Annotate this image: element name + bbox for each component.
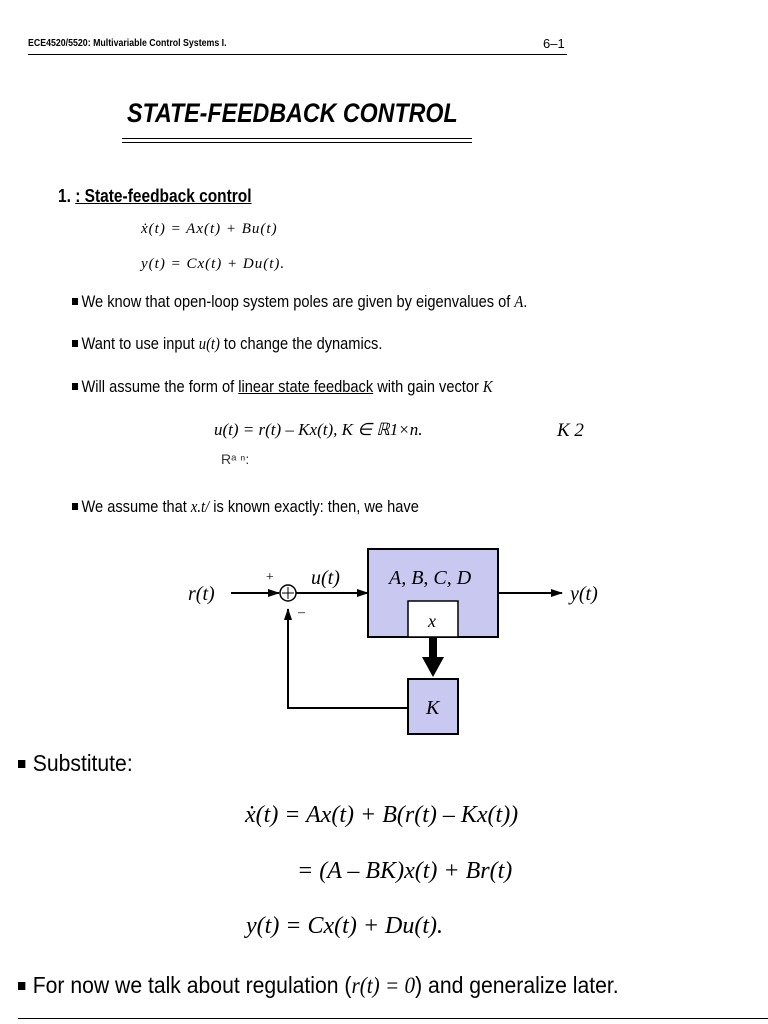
feedback-law-side: K 2 — [557, 420, 584, 441]
bullet-known-state — [72, 497, 419, 517]
bullet-text-end: to change the dynamics. — [219, 334, 383, 353]
feedback-block-diagram — [0, 530, 768, 745]
linear-state-feedback-term: linear state feedback — [238, 377, 374, 396]
feedback-law: u(t) = r(t) – Kx(t), K ∈ ℝ1×n. — [214, 420, 423, 439]
minus-sign: – — [298, 605, 305, 620]
bullet-text: Will assume the form of — [81, 377, 239, 396]
section-title: : State-feedback control — [75, 186, 252, 206]
title-underline — [122, 138, 472, 139]
bullet-text-mid: with gain vector — [373, 377, 483, 396]
state-to-gain-arrow — [422, 637, 444, 677]
bullet-text-end: is known exactly: then, we have — [209, 497, 419, 516]
math-var: u(t) — [198, 334, 220, 353]
header-divider — [28, 54, 567, 55]
bullet-marker — [72, 298, 78, 305]
bullet-text: Want to use input — [81, 334, 199, 353]
page-number: 6–1 — [543, 36, 565, 51]
feedback-law-artifact: Rᵃ ⁿ: — [221, 451, 250, 467]
state-equation: ẋ(t) = Ax(t) + Bu(t) — [141, 221, 278, 237]
regulation-condition: r(t) = 0 — [351, 973, 416, 998]
course-header: ECE4520/5520: Multivariable Control Systems I. — [28, 38, 227, 49]
bullet-marker — [72, 340, 78, 347]
bullet-text: We assume that — [81, 497, 191, 516]
bullet-regulation — [18, 972, 619, 999]
input-label: r(t) — [188, 583, 215, 605]
bullet-marker — [72, 503, 78, 510]
bullet-text-end: . — [523, 292, 528, 311]
bullet-marker — [18, 760, 25, 768]
bullet-state-feedback — [72, 377, 493, 397]
math-var: A — [514, 292, 524, 311]
bullet-marker — [72, 383, 78, 390]
output-label: y(t) — [570, 583, 598, 605]
footer-divider — [18, 1018, 768, 1019]
control-label: u(t) — [311, 567, 340, 589]
state-label: x — [428, 611, 436, 631]
bullet-open-loop-poles — [72, 292, 527, 312]
substitute-equation-3: y(t) = Cx(t) + Du(t). — [246, 913, 443, 939]
regulation-text-end: ) and generalize later. — [415, 972, 619, 998]
section-number: 1. — [58, 186, 71, 206]
title-underline-second — [122, 142, 472, 143]
bullet-substitute — [18, 750, 133, 777]
plant-label: A, B, C, D — [389, 567, 472, 589]
substitute-label: Substitute: — [32, 750, 133, 776]
page-title: STATE-FEEDBACK CONTROL — [127, 98, 458, 128]
bullet-marker — [18, 982, 25, 990]
section-heading — [58, 186, 252, 207]
substitute-equation-1: ẋ(t) = Ax(t) + B(r(t) – Kx(t)) — [245, 802, 519, 828]
bullet-use-input — [72, 334, 382, 354]
bullet-text: We know that open-loop system poles are given by eigenvalues of — [81, 292, 515, 311]
plus-sign: + — [265, 570, 275, 585]
output-equation: y(t) = Cx(t) + Du(t). — [141, 256, 286, 272]
substitute-equation-2: = (A – BK)x(t) + Br(t) — [297, 858, 513, 884]
gain-label: K — [426, 697, 440, 719]
regulation-text: For now we talk about regulation ( — [32, 972, 352, 998]
math-var: x.t/ — [190, 497, 210, 516]
math-var: K — [482, 377, 493, 396]
